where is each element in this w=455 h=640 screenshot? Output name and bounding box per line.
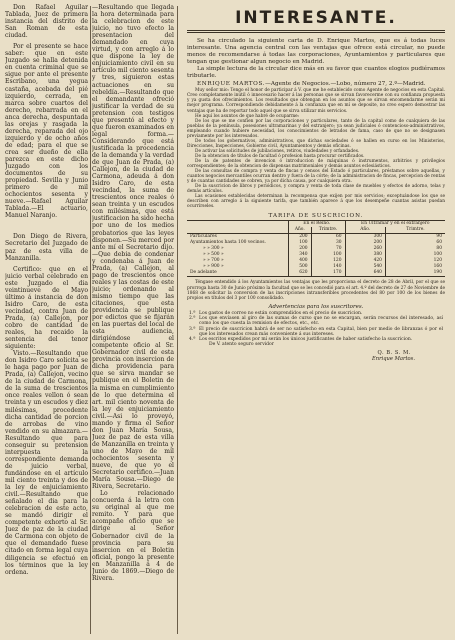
column-left: [5, 4, 88, 636]
tariff-cell: 160: [433, 264, 442, 270]
tariff-cell: 140: [311, 264, 345, 270]
letter-paragraph: De los que se me confíen por las corporaciones y particulares, tanto de la capital como de cualquiera de las pueblas de la península, posesiones ultramarinas y del extranjero; ya sean judiciales ó contencioso-administrativos, empleando cuando hubiere necesidad, los conocimientos de letrados de fama, caso de que no se designasen previamente por los interesados.: [187, 118, 445, 139]
tariff-cell: 200: [289, 246, 312, 252]
tariff-cell: 420: [345, 258, 385, 264]
intro-paragraph: Se ha circulado la siguiente carta de D. Enrique Martos, que es á todas luces interesante. Una agencia central con las ventajas que ofrece está circular, no puede menos de recomendarse á todas las corporaciones, Ayuntamientos y particulares que tengan que gestionar algun negocio en Madrid.: [187, 38, 445, 65]
paragraph: Certifico: que en el juicio verbal celebrado en este Juzgado el dia veintinueve de Mayo último á instancia de don Isidro Caro, de esta vecindad, contra Juan de Prada, (a) Callejon, por cobro de cantidad de reales, ha recaido la sentencia del tenor siguiente:: [5, 265, 88, 351]
tariff-cell: 400: [289, 258, 312, 264]
advertencia-closing: [189, 342, 443, 347]
advertencia-text: Los que envíasen al giro de las sumas de curso que no se encargan, serán recursos del interesado, así como los que cuesta la remision de efectos, etc., etc.: [199, 315, 443, 327]
advertencias-list: [181, 311, 451, 348]
agent-address: [181, 81, 451, 88]
advertencia-number: 4.ª: [189, 337, 196, 343]
paragraph: Lo relacionado concuerda á la letra con su original al que me remito. Y para que acompañe oficio que se dirige al Señor Gobernador civil de la provincia para su insercion en el Boletin oficial, pongo la presente en Manzanilla á 4 de Junio de 1869.—Diego de Rivera.: [92, 490, 174, 582]
tariff-row: [187, 270, 445, 277]
advertencia-text: Los escritos expedidos por mí serán los únicos justificantes de haber satisfecho la suscricion.: [199, 337, 413, 343]
column-divider: [177, 6, 178, 634]
tariff-sub: Trimtre.: [385, 227, 445, 234]
paragraph: Visto.—Resultando que don Isidro Caro solicita se le haga pago por Juan de Prada, (a) Callejon, vecino de la ciudad de Carmona, de la suma de trescientos once reales vellon ó sean treinta y un escudos y diez milésimas, procedente dicha cantidad de porcion de arrobas de vino vendido en su almazara.—Resultando que para conseguir su pretension interpuesta la correspondiente demanda de juicio verbal, fundándose en el artículo mil ciento treinta y dos de la ley de enjuiciamiento civil.—Resultando que señalado el dia para la celebracion de este acto, se mandó dirigir el competente exhorto al Sr. Juez de paz de la ciudad de Carmona con objeto de que el demandado fuese citado en forma legal cuya diligencia se efectuó en los términos que la ley ordena.: [5, 350, 88, 576]
paragraph: Don Diego de Rivera, Secretario del Juzgado de paz de esta villa de Manzanilla.: [5, 233, 88, 262]
advertencia-number: 2.ª: [189, 315, 196, 321]
rule: [187, 32, 445, 33]
notice-paragraph: Téngase entendido á los Ayuntamientos las ventajas que les proporciona el decreto de 28 de Abril, por el que se prorroga hasta 30 de Junio próximo la facultad que se les concedió para el art. 4.º del decreto de 27 de Noviembre de 1868 de solicitar la conversion de las inscripciones intransferibles procedentes del 80 por 100 de los bienes de propios en títulos del 3 por 100 consolidado.: [187, 280, 445, 301]
tariff-cell: 30: [311, 240, 345, 246]
tariff-cell: 200: [345, 240, 385, 246]
advertencias-title: Advertencias para los suscritores.: [268, 303, 364, 310]
tariff-cell: 200: [289, 234, 312, 241]
tariff-cell: 620: [289, 270, 312, 277]
headline: INTERESANTE.: [235, 8, 397, 28]
tariff-cell: 80: [436, 246, 442, 252]
advertencia-number: 3.ª: [189, 326, 196, 332]
tariff-cell: 90: [436, 234, 442, 240]
letter-paragraph: He aquí los asuntos de que habré de ocuparme:: [195, 113, 300, 119]
tariff-group-right: En Ultramar y en el extranjero: [345, 221, 445, 228]
tariff-cell: 100: [289, 240, 312, 246]
tariff-cell: 640: [345, 270, 385, 277]
tariff-cell: 190: [385, 270, 445, 277]
tariff-cell: 300: [345, 234, 385, 241]
tariff-row-label: De adelante: [187, 270, 289, 277]
tariff-cell: 170: [311, 270, 345, 277]
advertencia-item: [189, 316, 443, 327]
tariff-group-left: En el Reino.: [289, 221, 346, 228]
tariff-cell: 70: [311, 246, 345, 252]
tariff-row-label: Particulares: [187, 234, 289, 241]
intro: [181, 38, 451, 79]
notice-after-table: [181, 280, 451, 300]
tariff-sub: Trimtre.: [311, 227, 345, 234]
tariff-row-label: » » 900 »: [187, 264, 289, 270]
tariff-row-label: » » 500 »: [187, 252, 289, 258]
tariff-cell: 60: [436, 240, 442, 246]
letter-paragraph: Las ocasiones establecidas determinan la recompensa que exijen por mis servicios; exceptuándose los que se describen con arreglo á la siguiente tarifa, que también aparece á que los desempeñe cuantas asistas puedan ocurrírseles.: [187, 194, 445, 210]
paragraph: Por el presente se hace saber: que en este Juzgado se halla detenida en cuenta criminal que se sigue por ante el presente Escribano, una yegua castaña, acebada del pié izquierdo, cerrada, en marca sobre cuartos del derecho, rebarrada en el anca derecha, despuntada las orejas y rasgada la derecha, reparada del ojo izquierdo y de ocho años de edad; para el que se crea ser dueño de ella parezca en este dicho Juzgado con los documentos de su propiedad. Sevilla y Junio primero de mil ochocientos sesenta y nueve.—Rafael Aguilar Tablada.—El actuario, Manuel Naranjo.: [5, 43, 88, 220]
tariff-cell: 60: [311, 234, 345, 241]
paragraph: —Resultando que llegada la hora determinada para la celebracion de este juicio, no tuvo efecto la presentacion del demandado en cuya virtud, y con arreglo á lo que dispone la ley de enjuiciamiento civil en su artículo mil ciento sesenta y tres, siguieron estas actuaciones en su rebeldía.—Resultando que el demandante ofreció justificar la verdad de su pretension con testigos que presentó al efecto y que fueron examinados en legal forma.—Considerando que está justificada la procedencia de la demanda y la verdad de que Juan de Prada, (a) Callejon, de la ciudad de Carmona, adeuda á don Isidro Caro, de esta vecindad, la suma de trescientos once reales ó sean treinta y un escudos con milésimas, que está justificacion ha sido hecha por uno de los medios probatorios que las leyes disponen.—Su merced por ante mí el Secretario dijo.—Que debia de condenar y condenaba á Juan de Prada, (a) Callejon, al pago de trescientos once reales y las costas de este juicio; ordenando al mismo tiempo que las citaciones, que esta providencia se publique por edictos que se fijarán en las puertas del local de esta audiencia, dirigiéndose el competente oficio al Sr. Gobernador civil de esta provincia con insercion de dicha providencia para que se sirva mandar se publique en el Boletin de la misma en cumplimiento de lo que determina el art. mil ciento noventa de la ley de enjuiciamiento civil.—Asi lo proveyó, mando y firma el Señor don Juan María Sousa, Juez de paz de esta villa de Manzanilla en treinta y uno de Mayo de mil ochocientos sesenta y nueve, de que yo el Secretario certifico.—Juan María Sousa.—Diego de Rivera, Secretario.: [92, 4, 174, 491]
letter-paragraph: De las consultas de compra y venta de fincas y censos del Estado ó particulares, préstamos sobre aquellas, y cuantos negocios mercantiles ocurran dentro y fuera de la córte; de la administracion de fincas, percepcion de rentas y de cuantas cantidades se cobren, ya por dicha causa, por cualquiera otra.: [187, 169, 445, 185]
tariff-sub: Año.: [289, 227, 312, 234]
agent-address-detail: —Agente de Negocios.—Lobo, número 27, 2.º—Madrid.: [265, 81, 426, 88]
letter-paragraph: Muy señor mio: Tengo el honor de participar á V. que me he establecido como Agente de negocios en esta Capital. Creo completamente inútil ó innecesario hacer á las personas que se sirvan favorecerme con su confianza propuesta y ya gusta dos ofrecimientos. Los resultados que obtengan en los asuntos que se sirvan encomendarme serán mi mejor programa. Correspondiendo debidamente á la confianza que en mí se deposite, no creo espero demostrar las ventajas que ha de reportar todo aquel que se sirva utilizar mis servicios.: [187, 88, 445, 114]
signature-name: Enrique Martos.: [371, 355, 415, 362]
letter-paragraph: De la suscricion de libros y periódicos, y compra y venta de toda clase de muebles y efectos de adorno, telas y demás artículos.: [187, 184, 445, 195]
advertencia-number: 1.ª: [189, 310, 196, 316]
tariff-cell: 100: [311, 252, 345, 258]
tariff-cell: 100: [433, 252, 442, 258]
tariff-cell: 380: [345, 252, 385, 258]
advertencia-text: De V. atento seguro servidor: [209, 342, 274, 348]
tariff-sub: Año.: [345, 227, 385, 234]
tariff-cell: 260: [345, 246, 385, 252]
advertencia-item: [189, 327, 443, 338]
agent-name: ENRIQUE MARTOS.: [197, 81, 266, 88]
rule: [187, 30, 445, 31]
tariff-cell: 540: [345, 264, 385, 270]
advertencia-text: El precio de suscricion habrá de ser no satisfecho en esta Capital, bien por medio de libranzas ó por el que los interesados crean más conveniente á sus intereses.: [199, 326, 443, 337]
tariff-cell: 120: [311, 258, 345, 264]
letter-paragraph: De todos los gobernativos, administrativos, que dichas sociedades ó se hallen en curso en los Ministerios, Direcciones, Inspecciones, Gobierno civil, Ayuntamientos y demás oficinas.: [187, 138, 445, 149]
tariff-title: TARIFA DE SUSCRICION.: [268, 213, 364, 220]
column-divider: [90, 6, 91, 634]
tariff-cell: 120: [433, 258, 442, 264]
column-middle: [92, 4, 174, 636]
letter-body: [181, 88, 451, 209]
advertencia-number: [189, 342, 199, 347]
letter-paragraph: De la de patentes de invencion ó introduccion de máquinas ó instrumentos, arbitrios y privilegios correspondientes; de la obtencion de dispensas matrimoniales y demás asuntos eclesiásticos.: [187, 159, 445, 170]
signature-initials: Q. B. S. M.: [377, 349, 411, 356]
tariff-row-label: » » 700 »: [187, 258, 289, 264]
letter-paragraph: De activar las solicitudes de jubilaciones, retiros, viudedades y orfandades.: [195, 148, 360, 154]
tariff-row-label: Ayuntamientos hasta 100 vecinos.: [187, 240, 289, 246]
tariff-row-label: » » 300 »: [187, 246, 289, 252]
intro-paragraph: La simple lectura de la circular dice más en su favor que cuantos elogios pudiéramos tributarle.: [187, 65, 445, 79]
paragraph: Don Rafael Aguilar Tablada, Juez de primera instancia del distrito de San Roman de esta ciudad.: [5, 4, 88, 40]
tariff-cell: 500: [289, 264, 312, 270]
advertencia-text: Los gastos de correo no están comprendidos en el precio de suscricion.: [199, 310, 363, 316]
tariff-table: [187, 220, 445, 277]
letter-paragraph: De la obtencion de títulos de facultad ó profesion hasta procurar certificados.: [195, 153, 365, 159]
tariff-cell: 340: [289, 252, 312, 258]
column-right: [181, 0, 451, 640]
